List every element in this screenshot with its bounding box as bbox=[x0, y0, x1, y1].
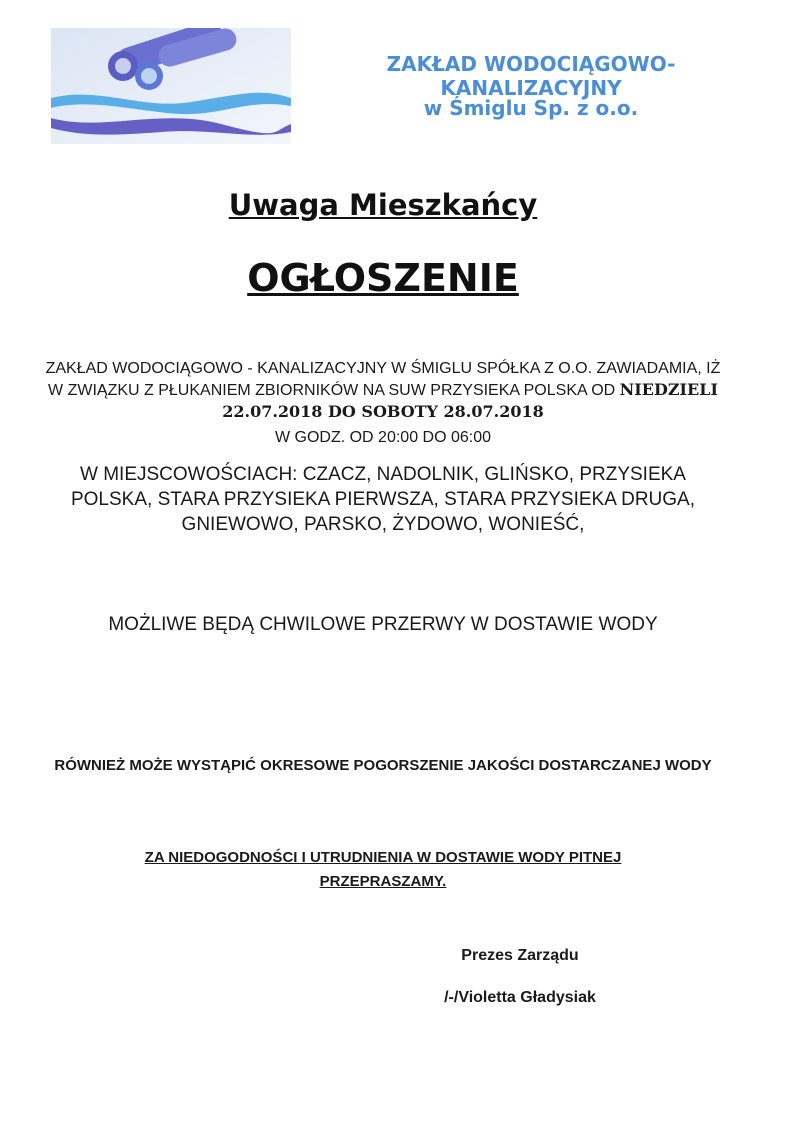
signature-title: Prezes Zarządu bbox=[461, 947, 579, 964]
announcement-dates: NIEDZIELI 22.07.2018 DO SOBOTY 28.07.2018 bbox=[222, 380, 718, 421]
quality-warning-text: RÓWNIEŻ MOŻE WYSTĄPIĆ OKRESOWE POGORSZENIE JAKOŚCI DOSTARCZANEJ WODY bbox=[54, 757, 712, 774]
notice-title: OGŁOSZENIE bbox=[247, 256, 519, 300]
signature-name: /-/Violetta Gładysiak bbox=[444, 989, 596, 1006]
apology-text: ZA NIEDOGODNOŚCI I UTRUDNIENIA W DOSTAWIE WODY PITNEJ PRZEPRASZAMY. bbox=[144, 849, 622, 890]
announcement-text: ZAKŁAD WODOCIĄGOWO - KANALIZACYJNY W ŚMIGLU SPÓŁKA Z O.O. ZAWIADAMIA, IŻ W ZWIĄZKU Z PŁUKANIEM ZBIORNIKÓW NA SUW PRZYSIEKA POLSKA OD bbox=[45, 360, 721, 399]
water-pipes-waves-logo bbox=[51, 28, 291, 144]
interruptions-text: MOŻLIWE BĘDĄ CHWILOWE PRZERWY W DOSTAWIE WODY bbox=[108, 614, 658, 635]
org-name-line1: ZAKŁAD WODOCIĄGOWO-KANALIZACYJNY bbox=[386, 52, 676, 100]
notice-subtitle: Uwaga Mieszkańcy bbox=[228, 188, 538, 222]
locations-text: W MIEJSCOWOŚCIACH: CZACZ, NADOLNIK, GLIŃSKO, PRZYSIEKA POLSKA, STARA PRZYSIEKA PIERWSZA, STARA PRZYSIEKA DRUGA, GNIEWOWO, PARSKO, ŻYDOWO, WONIEŚĆ, bbox=[70, 464, 695, 535]
hours-text: W GODZ. OD 20:00 DO 06:00 bbox=[274, 429, 492, 446]
announcement-paragraph bbox=[40, 358, 726, 423]
org-name-line2: w Śmiglu Sp. z o.o. bbox=[423, 96, 639, 120]
